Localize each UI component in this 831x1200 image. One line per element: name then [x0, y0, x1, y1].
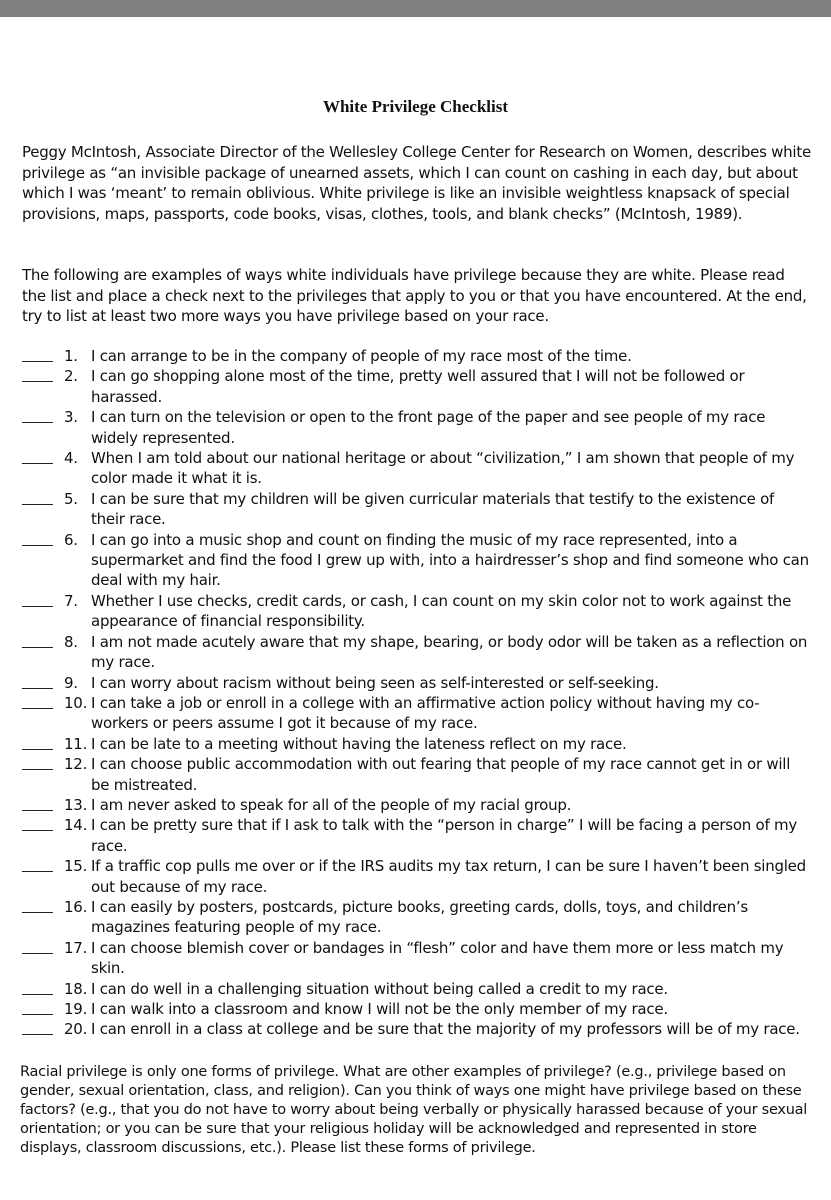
check-blank-line — [22, 994, 53, 995]
check-blank-line — [22, 912, 53, 913]
item-number: 5. — [64, 489, 78, 508]
item-number: 3. — [64, 408, 78, 427]
checklist-item — [22, 979, 812, 999]
checklist-item — [22, 795, 812, 815]
item-text: If a traffic cop pulls me over or if the IRS audits my tax return, I can be sure I haven’t been singled out because of my race. — [91, 857, 806, 896]
item-number: 6. — [64, 530, 78, 549]
check-blank[interactable] — [22, 754, 54, 774]
check-blank[interactable] — [22, 407, 54, 427]
item-text: I can enroll in a class at college and be sure that the majority of my professors will be of my race. — [91, 1020, 800, 1039]
checklist-item — [22, 815, 812, 856]
item-text: I can be late to a meeting without having the lateness reflect on my race. — [91, 734, 627, 753]
item-text: I can turn on the television or open to the front page of the paper and see people of my race widely represented. — [91, 408, 766, 447]
item-number: 9. — [64, 673, 78, 692]
check-blank[interactable] — [22, 591, 54, 611]
item-text: I can be sure that my children will be given curricular materials that testify to the existence of their race. — [91, 489, 775, 529]
check-blank-line — [22, 504, 53, 505]
check-blank-line — [22, 810, 53, 811]
scanner-top-bar — [0, 0, 831, 17]
item-text: I can go into a music shop and count on finding the music of my race represented, into a supermarket and find the food I grew up with, into a hairdresser’s shop and find someone who can deal with my hair. — [91, 530, 809, 590]
check-blank-line — [22, 361, 53, 362]
checklist-item — [22, 489, 812, 530]
check-blank[interactable] — [22, 999, 54, 1019]
check-blank[interactable] — [22, 795, 54, 815]
checklist-item — [22, 938, 812, 979]
item-number: 14. — [64, 816, 88, 835]
item-number: 17. — [64, 938, 88, 957]
checklist-item — [22, 366, 812, 407]
checklist-item — [22, 530, 812, 591]
item-text: I can take a job or enroll in a college with an affirmative action policy without having my co-workers or peers assume I got it because of my race. — [91, 693, 760, 733]
checklist-item — [22, 734, 812, 754]
item-text: I can choose public accommodation with out fearing that people of my race cannot get in or will be mistreated. — [91, 755, 791, 794]
check-blank-line — [22, 769, 53, 770]
closing-paragraph: Racial privilege is only one forms of privilege. What are other examples of privilege? (e.g., privilege based on gender, sexual orientation, class, and religion). Can you think of ways one might have privilege based on these factors? (e.g., that you do not have to worry about being verbally or physically harassed because of your sexual orientation; or you can be sure that your religious holiday will be acknowledged and represented in store displays, classroom discussions, etc.). Please list these forms of privilege. — [20, 1064, 808, 1156]
item-number: 1. — [64, 347, 78, 365]
checklist-item — [22, 897, 812, 938]
instructions-paragraph: The following are examples of ways white individuals have privilege because they are white. Please read the list and place a check next to the privileges that apply to you or that you have encountered. At the end, try to list at least two more ways you have privilege based on your race. — [22, 266, 807, 325]
item-number: 10. — [64, 693, 88, 712]
check-blank-line — [22, 871, 53, 872]
item-text: Whether I use checks, credit cards, or cash, I can count on my skin color not to work against the appearance of financial responsibility. — [91, 591, 792, 631]
check-blank[interactable] — [22, 673, 54, 693]
checklist-item — [22, 1019, 812, 1039]
item-text: I can go shopping alone most of the time, pretty well assured that I will not be followed or harassed. — [91, 367, 745, 406]
check-blank[interactable] — [22, 693, 54, 713]
check-blank[interactable] — [22, 366, 54, 386]
item-number: 4. — [64, 449, 78, 468]
item-number: 19. — [64, 1000, 88, 1018]
checklist-item — [22, 448, 812, 489]
item-number: 20. — [64, 1020, 88, 1039]
check-blank-line — [22, 422, 53, 423]
check-blank[interactable] — [22, 632, 54, 652]
check-blank[interactable] — [22, 489, 54, 509]
item-text: I am not made acutely aware that my shape, bearing, or body odor will be taken as a reflection on my race. — [91, 632, 808, 672]
item-number: 13. — [64, 795, 88, 814]
check-blank[interactable] — [22, 530, 54, 550]
checklist-item — [22, 999, 812, 1019]
check-blank[interactable] — [22, 448, 54, 468]
item-text: When I am told about our national heritage or about “civilization,” I am shown that people of my color made it what it is. — [91, 449, 795, 488]
item-number: 7. — [64, 591, 78, 610]
check-blank[interactable] — [22, 856, 54, 876]
item-number: 11. — [64, 734, 88, 753]
item-text: I am never asked to speak for all of the people of my racial group. — [91, 795, 572, 814]
item-number: 2. — [64, 367, 78, 386]
check-blank-line — [22, 647, 53, 648]
item-text: I can walk into a classroom and know I will not be the only member of my race. — [91, 1000, 668, 1018]
checklist-item — [22, 591, 812, 632]
check-blank-line — [22, 708, 53, 709]
check-blank[interactable] — [22, 897, 54, 917]
check-blank-line — [22, 1034, 53, 1035]
check-blank-line — [22, 688, 53, 689]
checklist-item — [22, 693, 812, 734]
item-number: 8. — [64, 632, 78, 651]
checklist-item — [22, 673, 812, 693]
check-blank-line — [22, 606, 53, 607]
item-number: 12. — [64, 755, 88, 774]
check-blank[interactable] — [22, 979, 54, 999]
item-text: I can easily by posters, postcards, picture books, greeting cards, dolls, toys, and children’s magazines featuring people of my race. — [91, 897, 748, 937]
check-blank-line — [22, 381, 53, 382]
check-blank-line — [22, 463, 53, 464]
checklist-item — [22, 407, 812, 448]
check-blank[interactable] — [22, 734, 54, 754]
check-blank-line — [22, 545, 53, 546]
checklist-item — [22, 632, 812, 673]
item-text: I can arrange to be in the company of people of my race most of the time. — [91, 347, 632, 365]
checklist-item — [22, 754, 812, 795]
privilege-checklist — [22, 346, 812, 1040]
item-text: I can worry about racism without being seen as self-interested or self-seeking. — [91, 673, 659, 692]
check-blank-line — [22, 749, 53, 750]
checklist-item — [22, 346, 812, 366]
check-blank[interactable] — [22, 346, 54, 366]
page-title: White Privilege Checklist — [322, 97, 509, 116]
item-text: I can choose blemish cover or bandages in “flesh” color and have them more or less match my skin. — [91, 938, 784, 978]
item-text: I can do well in a challenging situation without being called a credit to my race. — [91, 979, 668, 998]
check-blank-line — [22, 953, 53, 954]
check-blank-line — [22, 1014, 53, 1015]
item-number: 16. — [64, 897, 88, 916]
check-blank[interactable] — [22, 1019, 54, 1039]
item-text: I can be pretty sure that if I ask to talk with the “person in charge” I will be facing a person of my race. — [91, 816, 797, 855]
check-blank[interactable] — [22, 938, 54, 958]
check-blank[interactable] — [22, 815, 54, 835]
checklist-item — [22, 856, 812, 897]
item-number: 15. — [64, 857, 88, 876]
item-number: 18. — [64, 979, 88, 998]
check-blank-line — [22, 830, 53, 831]
intro-paragraph: Peggy McIntosh, Associate Director of the Wellesley College Center for Research on Women, describes white privilege as “an invisible package of unearned assets, which I can count on cashing in each day, but about which I was ‘meant’ to remain oblivious. White privilege is like an invisible weightless knapsack of special provisions, maps, passports, code books, visas, clothes, tools, and blank checks” (McIntosh, 1989). — [22, 143, 811, 223]
